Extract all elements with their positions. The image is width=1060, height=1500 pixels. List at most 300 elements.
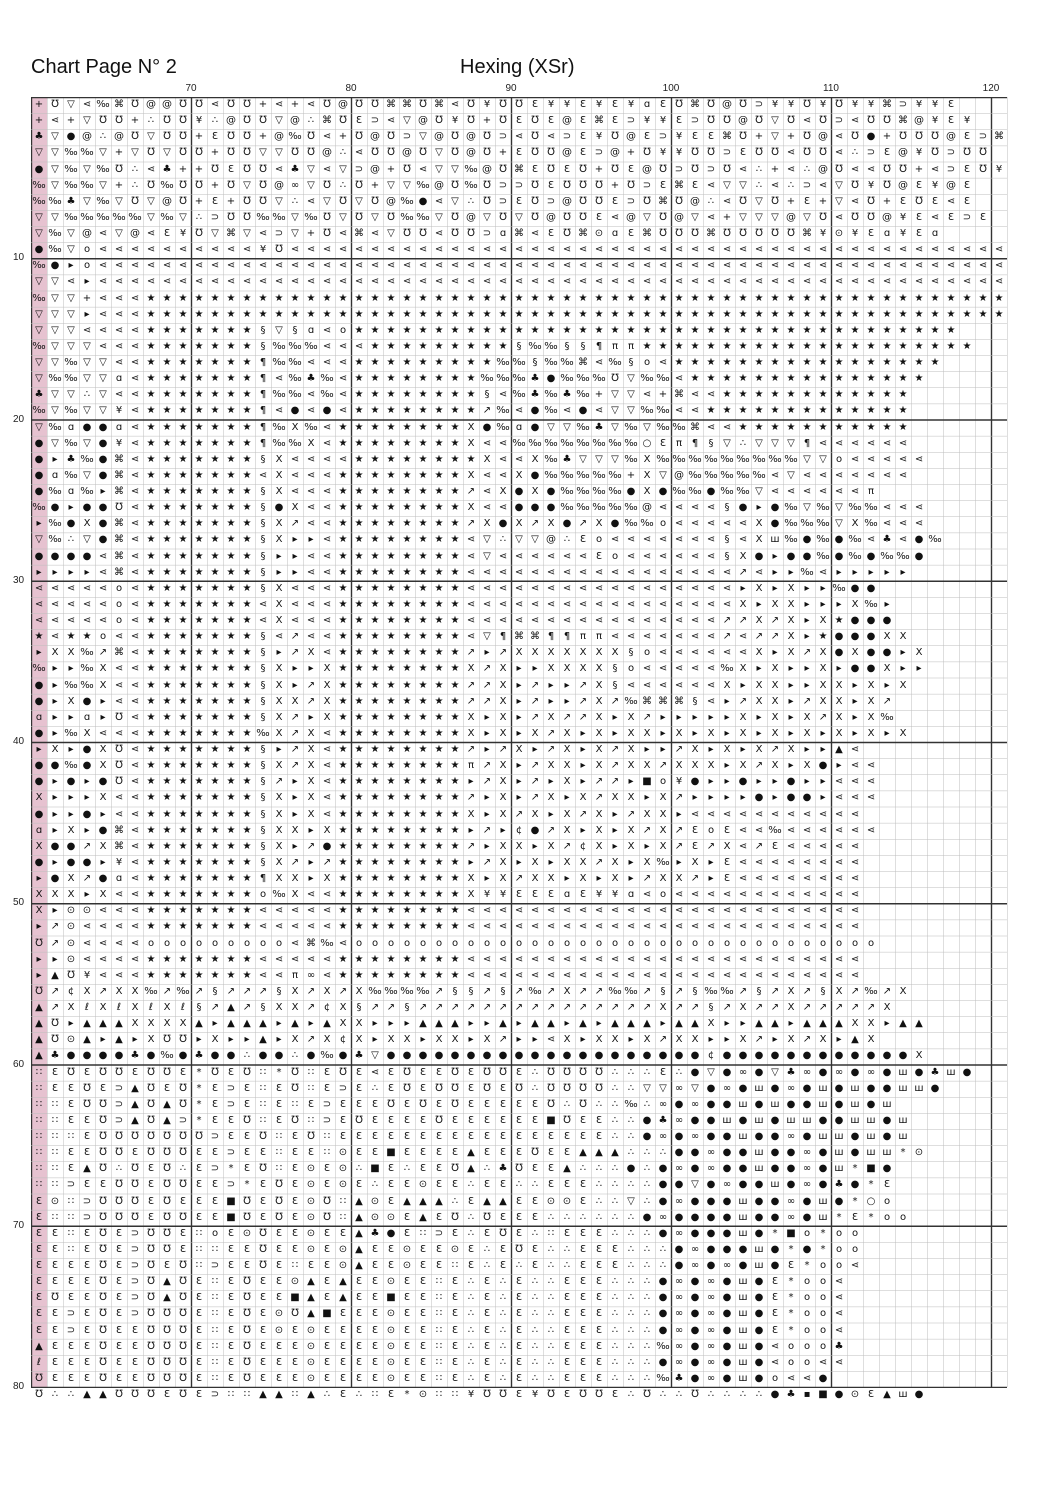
stitch-symbol: ⋖	[751, 855, 767, 871]
stitch-symbol: ★	[159, 452, 175, 468]
stitch-symbol: ▽	[79, 403, 95, 419]
stitch-symbol: X	[47, 645, 63, 661]
stitch-symbol: X	[639, 484, 655, 500]
stitch-symbol: ●	[911, 532, 927, 548]
stitch-symbol: Ɛ	[111, 1242, 127, 1258]
stitch-symbol: ⋖	[623, 613, 639, 629]
stitch-symbol: ⋖	[671, 678, 687, 694]
stitch-symbol: ●	[767, 1194, 783, 1210]
stitch-symbol: ▽	[623, 387, 639, 403]
stitch-symbol: ∴	[335, 178, 351, 194]
stitch-symbol: ⋖	[815, 871, 831, 887]
stitch-symbol: ‰	[415, 178, 431, 194]
stitch-symbol: ⋖	[527, 581, 543, 597]
stitch-symbol: ⋖	[575, 258, 591, 274]
stitch-symbol: ★	[351, 645, 367, 661]
stitch-symbol: ↗	[255, 984, 271, 1000]
stitch-symbol: o	[655, 887, 671, 903]
stitch-symbol: ∷	[447, 1387, 463, 1403]
stitch-symbol: ★	[671, 291, 687, 307]
stitch-symbol: ⋖	[95, 565, 111, 581]
stitch-symbol: o	[815, 1339, 831, 1355]
stitch-symbol: ★	[335, 903, 351, 919]
stitch-symbol: ⋖	[175, 274, 191, 290]
stitch-symbol: ℧	[239, 1210, 255, 1226]
stitch-symbol: ★	[143, 355, 159, 371]
stitch-symbol: ⊙	[47, 1194, 63, 1210]
stitch-symbol: ★	[351, 629, 367, 645]
stitch-symbol: ★	[735, 355, 751, 371]
stitch-symbol: ★	[159, 903, 175, 919]
stitch-symbol: ℧	[95, 1194, 111, 1210]
stitch-symbol: ℧	[447, 1161, 463, 1177]
stitch-symbol: ⋖	[863, 532, 879, 548]
stitch-symbol: ℧	[831, 97, 847, 113]
stitch-symbol: ★	[447, 549, 463, 565]
stitch-symbol: ▸	[127, 1032, 143, 1048]
stitch-symbol: Ɛ	[79, 1323, 95, 1339]
stitch-symbol: ★	[207, 952, 223, 968]
stitch-symbol: ⋖	[511, 613, 527, 629]
stitch-symbol: ⋖	[703, 694, 719, 710]
stitch-symbol: ★	[623, 291, 639, 307]
stitch-symbol: ★	[223, 629, 239, 645]
stitch-symbol: Ɛ	[287, 1161, 303, 1177]
stitch-symbol: ⊃	[111, 1097, 127, 1113]
stitch-symbol: ★	[367, 694, 383, 710]
stitch-symbol: X	[447, 1032, 463, 1048]
stitch-symbol: ▸	[815, 742, 831, 758]
stitch-symbol: ⋖	[383, 242, 399, 258]
stitch-symbol: ∴	[639, 1145, 655, 1161]
stitch-symbol: ⋖	[655, 952, 671, 968]
stitch-symbol: ▸	[783, 661, 799, 677]
stitch-symbol: *	[783, 1242, 799, 1258]
stitch-symbol: ▽	[591, 452, 607, 468]
stitch-symbol: ★	[415, 468, 431, 484]
stitch-symbol: ∴	[623, 1081, 639, 1097]
stitch-symbol: ▸	[303, 1016, 319, 1032]
stitch-symbol: ⋖	[863, 774, 879, 790]
stitch-symbol: ↗	[767, 742, 783, 758]
stitch-symbol: ⋖	[575, 968, 591, 984]
stitch-symbol: ⋖	[831, 952, 847, 968]
stitch-symbol: Ɛ	[943, 113, 959, 129]
row-number-label: 70	[13, 1220, 24, 1231]
stitch-symbol: ∷	[191, 1226, 207, 1242]
stitch-symbol: ⋖	[543, 581, 559, 597]
stitch-symbol: ★	[847, 323, 863, 339]
stitch-symbol: ▽	[143, 210, 159, 226]
stitch-symbol: ⋖	[575, 919, 591, 935]
stitch-symbol: o	[463, 936, 479, 952]
stitch-symbol: ★	[303, 307, 319, 323]
stitch-symbol: ★	[479, 339, 495, 355]
stitch-symbol: ▽	[367, 210, 383, 226]
stitch-symbol: X	[63, 1000, 79, 1016]
stitch-symbol: ⋖	[495, 468, 511, 484]
stitch-symbol: ⋖	[319, 613, 335, 629]
stitch-symbol: X	[783, 984, 799, 1000]
stitch-symbol: o	[799, 1274, 815, 1290]
stitch-symbol: ⋖	[303, 516, 319, 532]
stitch-symbol: ⊃	[207, 210, 223, 226]
stitch-symbol: ★	[207, 613, 223, 629]
stitch-symbol: ★	[223, 613, 239, 629]
stitch-symbol: ℧	[735, 194, 751, 210]
stitch-symbol: ▲	[351, 1258, 367, 1274]
stitch-symbol: ★	[239, 919, 255, 935]
stitch-symbol: @	[399, 145, 415, 161]
stitch-symbol: ⋖	[111, 790, 127, 806]
stitch-symbol: ▸	[879, 565, 895, 581]
stitch-symbol: ⋖	[127, 952, 143, 968]
stitch-symbol: ℧	[319, 178, 335, 194]
stitch-symbol: ⋖	[623, 242, 639, 258]
stitch-symbol: ★	[143, 903, 159, 919]
stitch-symbol: ●	[687, 1210, 703, 1226]
stitch-symbol: ★	[351, 613, 367, 629]
stitch-symbol: ⋖	[303, 387, 319, 403]
stitch-symbol: ш	[879, 1145, 895, 1161]
stitch-symbol: X	[271, 1000, 287, 1016]
stitch-symbol: ★	[879, 355, 895, 371]
stitch-symbol: ★	[431, 436, 447, 452]
stitch-symbol: ★	[703, 339, 719, 355]
stitch-symbol: ¶	[255, 387, 271, 403]
stitch-symbol: ⋖	[575, 242, 591, 258]
stitch-symbol: X	[607, 855, 623, 871]
stitch-symbol: ⋖	[127, 694, 143, 710]
stitch-symbol: ∴	[79, 387, 95, 403]
stitch-symbol: ★	[207, 887, 223, 903]
stitch-symbol: ⋖	[511, 597, 527, 613]
stitch-symbol: ▸	[303, 710, 319, 726]
stitch-symbol: ↗	[671, 839, 687, 855]
stitch-symbol: ⋖	[671, 549, 687, 565]
stitch-symbol: X	[431, 1032, 447, 1048]
stitch-symbol: ⋖	[207, 242, 223, 258]
stitch-symbol: ★	[383, 855, 399, 871]
stitch-symbol: ш	[735, 1323, 751, 1339]
stitch-symbol: Ɛ	[319, 1177, 335, 1193]
stitch-symbol: ▽	[383, 178, 399, 194]
stitch-symbol: ▸	[815, 774, 831, 790]
stitch-symbol: Ɛ	[511, 1371, 527, 1387]
stitch-symbol: ●	[63, 129, 79, 145]
stitch-symbol: ℧	[495, 1065, 511, 1081]
stitch-symbol: ⋖	[511, 129, 527, 145]
stitch-symbol: ●	[671, 1242, 687, 1258]
stitch-symbol: ↗	[847, 984, 863, 1000]
stitch-symbol: ‰	[495, 420, 511, 436]
stitch-symbol: ∴	[463, 1274, 479, 1290]
stitch-symbol: ★	[175, 790, 191, 806]
stitch-symbol: Ɛ	[511, 1323, 527, 1339]
stitch-symbol: ℧	[639, 1387, 655, 1403]
stitch-symbol: ⋖	[607, 952, 623, 968]
stitch-symbol: o	[607, 936, 623, 952]
stitch-symbol: ★	[415, 549, 431, 565]
stitch-symbol: ⋖	[383, 113, 399, 129]
stitch-symbol: ★	[239, 549, 255, 565]
stitch-symbol: ‰	[63, 355, 79, 371]
stitch-symbol: §	[719, 532, 735, 548]
stitch-symbol: X	[271, 694, 287, 710]
stitch-symbol: ℧	[175, 1306, 191, 1322]
stitch-symbol: ★	[799, 403, 815, 419]
stitch-symbol: ★	[399, 436, 415, 452]
stitch-symbol: ¥	[895, 226, 911, 242]
stitch-symbol: X	[559, 807, 575, 823]
stitch-symbol: X	[655, 823, 671, 839]
stitch-symbol: ▲	[303, 1290, 319, 1306]
stitch-symbol: ∴	[527, 1274, 543, 1290]
stitch-symbol: ▸	[831, 1032, 847, 1048]
stitch-symbol: ⋖	[687, 661, 703, 677]
stitch-symbol: ⌘	[591, 113, 607, 129]
stitch-symbol: ⋖	[95, 226, 111, 242]
stitch-symbol: ⋖	[895, 274, 911, 290]
stitch-symbol: ★	[431, 355, 447, 371]
stitch-symbol: ∞	[687, 1258, 703, 1274]
stitch-symbol: ɑ	[495, 226, 511, 242]
stitch-symbol: ‰	[303, 339, 319, 355]
stitch-symbol: X	[607, 645, 623, 661]
stitch-symbol: @	[943, 129, 959, 145]
stitch-symbol: ⋖	[783, 274, 799, 290]
stitch-symbol: ★	[351, 387, 367, 403]
stitch-symbol: ▽	[623, 1194, 639, 1210]
stitch-symbol: ★	[751, 420, 767, 436]
stitch-symbol: ∴	[639, 1177, 655, 1193]
stitch-symbol: X	[495, 678, 511, 694]
stitch-symbol: Ɛ	[431, 1161, 447, 1177]
stitch-symbol: ★	[431, 823, 447, 839]
stitch-symbol: ▸	[63, 710, 79, 726]
stitch-symbol: ▸	[47, 565, 63, 581]
stitch-symbol: ∴	[671, 1387, 687, 1403]
stitch-symbol: ⋖	[527, 549, 543, 565]
stitch-symbol: Ɛ	[591, 1339, 607, 1355]
stitch-symbol: ⋖	[911, 242, 927, 258]
stitch-symbol: ↗	[47, 984, 63, 1000]
stitch-symbol: ★	[175, 452, 191, 468]
stitch-symbol: ℧	[111, 710, 127, 726]
stitch-symbol: ⋖	[703, 516, 719, 532]
stitch-symbol: ★	[687, 323, 703, 339]
stitch-symbol: ●	[847, 1145, 863, 1161]
stitch-symbol: ▲	[127, 1081, 143, 1097]
stitch-symbol: ⋖	[751, 274, 767, 290]
stitch-symbol: ★	[159, 790, 175, 806]
stitch-symbol: ⋖	[127, 903, 143, 919]
stitch-symbol: ‰	[271, 887, 287, 903]
stitch-symbol: ⋖	[127, 645, 143, 661]
stitch-symbol: o	[799, 1306, 815, 1322]
stitch-symbol: X	[559, 855, 575, 871]
stitch-symbol: ℧	[95, 1097, 111, 1113]
stitch-symbol: X	[127, 1000, 143, 1016]
stitch-symbol: ●	[847, 1048, 863, 1064]
stitch-symbol: ★	[351, 919, 367, 935]
stitch-symbol: Ɛ	[79, 1226, 95, 1242]
stitch-symbol: ⋖	[463, 581, 479, 597]
stitch-symbol: Ɛ	[463, 1113, 479, 1129]
stitch-symbol: ★	[447, 742, 463, 758]
stitch-symbol: ★	[207, 678, 223, 694]
stitch-symbol: ∷	[207, 1339, 223, 1355]
stitch-symbol: ℧	[175, 1081, 191, 1097]
stitch-symbol: ℧	[863, 210, 879, 226]
stitch-symbol: ▸	[47, 661, 63, 677]
stitch-symbol: ‰	[95, 194, 111, 210]
stitch-symbol: X	[767, 710, 783, 726]
stitch-symbol: Ɛ	[207, 1210, 223, 1226]
stitch-symbol: ⋖	[847, 790, 863, 806]
stitch-symbol: ⋖	[271, 162, 287, 178]
stitch-symbol: ⊙	[399, 1258, 415, 1274]
stitch-symbol: ⋖	[847, 774, 863, 790]
stitch-symbol: ∴	[527, 1226, 543, 1242]
stitch-symbol: ●	[527, 403, 543, 419]
stitch-symbol: ∴	[719, 1387, 735, 1403]
stitch-symbol: ▸	[639, 839, 655, 855]
stitch-symbol: ★	[239, 790, 255, 806]
stitch-symbol: X	[559, 758, 575, 774]
stitch-symbol: ⋖	[303, 549, 319, 565]
stitch-symbol: §	[703, 436, 719, 452]
stitch-symbol: ●	[703, 484, 719, 500]
stitch-symbol: ▸	[847, 678, 863, 694]
stitch-symbol: ▸	[895, 661, 911, 677]
stitch-symbol: ℧	[799, 97, 815, 113]
stitch-symbol: ℧	[239, 1323, 255, 1339]
stitch-symbol: ⋖	[831, 274, 847, 290]
stitch-symbol: ★	[447, 371, 463, 387]
stitch-symbol: X	[95, 1000, 111, 1016]
stitch-symbol: *	[399, 1387, 415, 1403]
stitch-symbol: ⋖	[671, 968, 687, 984]
stitch-symbol: ⋖	[927, 258, 943, 274]
stitch-symbol: Ɛ	[479, 1371, 495, 1387]
stitch-symbol: ⋖	[511, 258, 527, 274]
stitch-symbol: ▸	[607, 807, 623, 823]
stitch-symbol: ℧	[847, 210, 863, 226]
stitch-symbol: ▽	[31, 307, 47, 323]
stitch-symbol: ∷	[431, 1387, 447, 1403]
stitch-symbol: §	[255, 742, 271, 758]
stitch-symbol: ∷	[319, 1129, 335, 1145]
stitch-symbol: ⋖	[639, 597, 655, 613]
stitch-symbol: ‰	[671, 484, 687, 500]
stitch-symbol: ⋖	[127, 629, 143, 645]
stitch-symbol: Ɛ	[31, 1290, 47, 1306]
stitch-symbol: ▸	[271, 742, 287, 758]
stitch-symbol: ⋖	[767, 274, 783, 290]
stitch-symbol: ⋖	[847, 258, 863, 274]
stitch-symbol: o	[335, 323, 351, 339]
stitch-symbol: ★	[527, 291, 543, 307]
stitch-symbol: X	[271, 516, 287, 532]
stitch-symbol: @	[911, 113, 927, 129]
stitch-symbol: ★	[607, 307, 623, 323]
stitch-symbol: ●	[863, 645, 879, 661]
stitch-symbol: ⋖	[815, 823, 831, 839]
stitch-symbol: ★	[159, 629, 175, 645]
stitch-symbol: ⋖	[399, 274, 415, 290]
stitch-symbol: ▽	[831, 178, 847, 194]
stitch-symbol: ⋖	[511, 903, 527, 919]
stitch-symbol: ∴	[799, 162, 815, 178]
stitch-symbol: ⊙	[415, 1387, 431, 1403]
stitch-symbol: ℧	[735, 226, 751, 242]
stitch-symbol: Ɛ	[335, 1387, 351, 1403]
stitch-symbol: ∴	[543, 1371, 559, 1387]
stitch-symbol: ∴	[607, 1161, 623, 1177]
stitch-symbol: ↗	[47, 936, 63, 952]
stitch-symbol: X	[143, 1016, 159, 1032]
stitch-symbol: ⋖	[463, 597, 479, 613]
stitch-symbol: ℧	[831, 162, 847, 178]
stitch-symbol: ⋖	[847, 484, 863, 500]
stitch-symbol: o	[703, 936, 719, 952]
stitch-symbol: ⋖	[799, 919, 815, 935]
stitch-symbol: Ɛ	[527, 1129, 543, 1145]
stitch-symbol: ★	[383, 581, 399, 597]
stitch-symbol: ⋖	[671, 903, 687, 919]
stitch-symbol: ↗	[303, 984, 319, 1000]
stitch-symbol: ●	[623, 1048, 639, 1064]
stitch-symbol: ⋖	[719, 581, 735, 597]
stitch-symbol: ш	[863, 1129, 879, 1145]
stitch-symbol: ★	[159, 468, 175, 484]
stitch-symbol: ⋖	[703, 500, 719, 516]
stitch-symbol: ℧	[79, 1081, 95, 1097]
stitch-symbol: ⋖	[687, 242, 703, 258]
stitch-symbol: ‰	[47, 516, 63, 532]
stitch-symbol: ●	[63, 774, 79, 790]
stitch-symbol: ★	[367, 807, 383, 823]
stitch-symbol: X	[559, 1032, 575, 1048]
stitch-symbol: ɑ	[511, 420, 527, 436]
stitch-symbol: ‰	[79, 145, 95, 161]
stitch-symbol: ⊙	[383, 1339, 399, 1355]
stitch-symbol: ⊃	[335, 1081, 351, 1097]
stitch-symbol: @	[559, 145, 575, 161]
stitch-symbol: ★	[175, 468, 191, 484]
stitch-symbol: ⋖	[319, 758, 335, 774]
stitch-symbol: ¥	[479, 97, 495, 113]
stitch-symbol: ¥	[927, 178, 943, 194]
stitch-symbol: ↗	[479, 774, 495, 790]
stitch-symbol: ⋖	[831, 871, 847, 887]
stitch-symbol: Ɛ	[383, 1258, 399, 1274]
stitch-symbol: X	[575, 645, 591, 661]
stitch-symbol: ↗	[543, 823, 559, 839]
stitch-symbol: +	[719, 210, 735, 226]
stitch-symbol: ⋖	[671, 645, 687, 661]
stitch-symbol: ●	[79, 807, 95, 823]
stitch-symbol: ●	[63, 516, 79, 532]
stitch-symbol: ⋖	[319, 339, 335, 355]
stitch-symbol: Ɛ	[191, 1371, 207, 1387]
stitch-symbol: +	[31, 113, 47, 129]
stitch-symbol: §	[255, 823, 271, 839]
stitch-symbol: ★	[191, 500, 207, 516]
stitch-symbol: ★	[927, 323, 943, 339]
stitch-symbol: ▸	[703, 855, 719, 871]
